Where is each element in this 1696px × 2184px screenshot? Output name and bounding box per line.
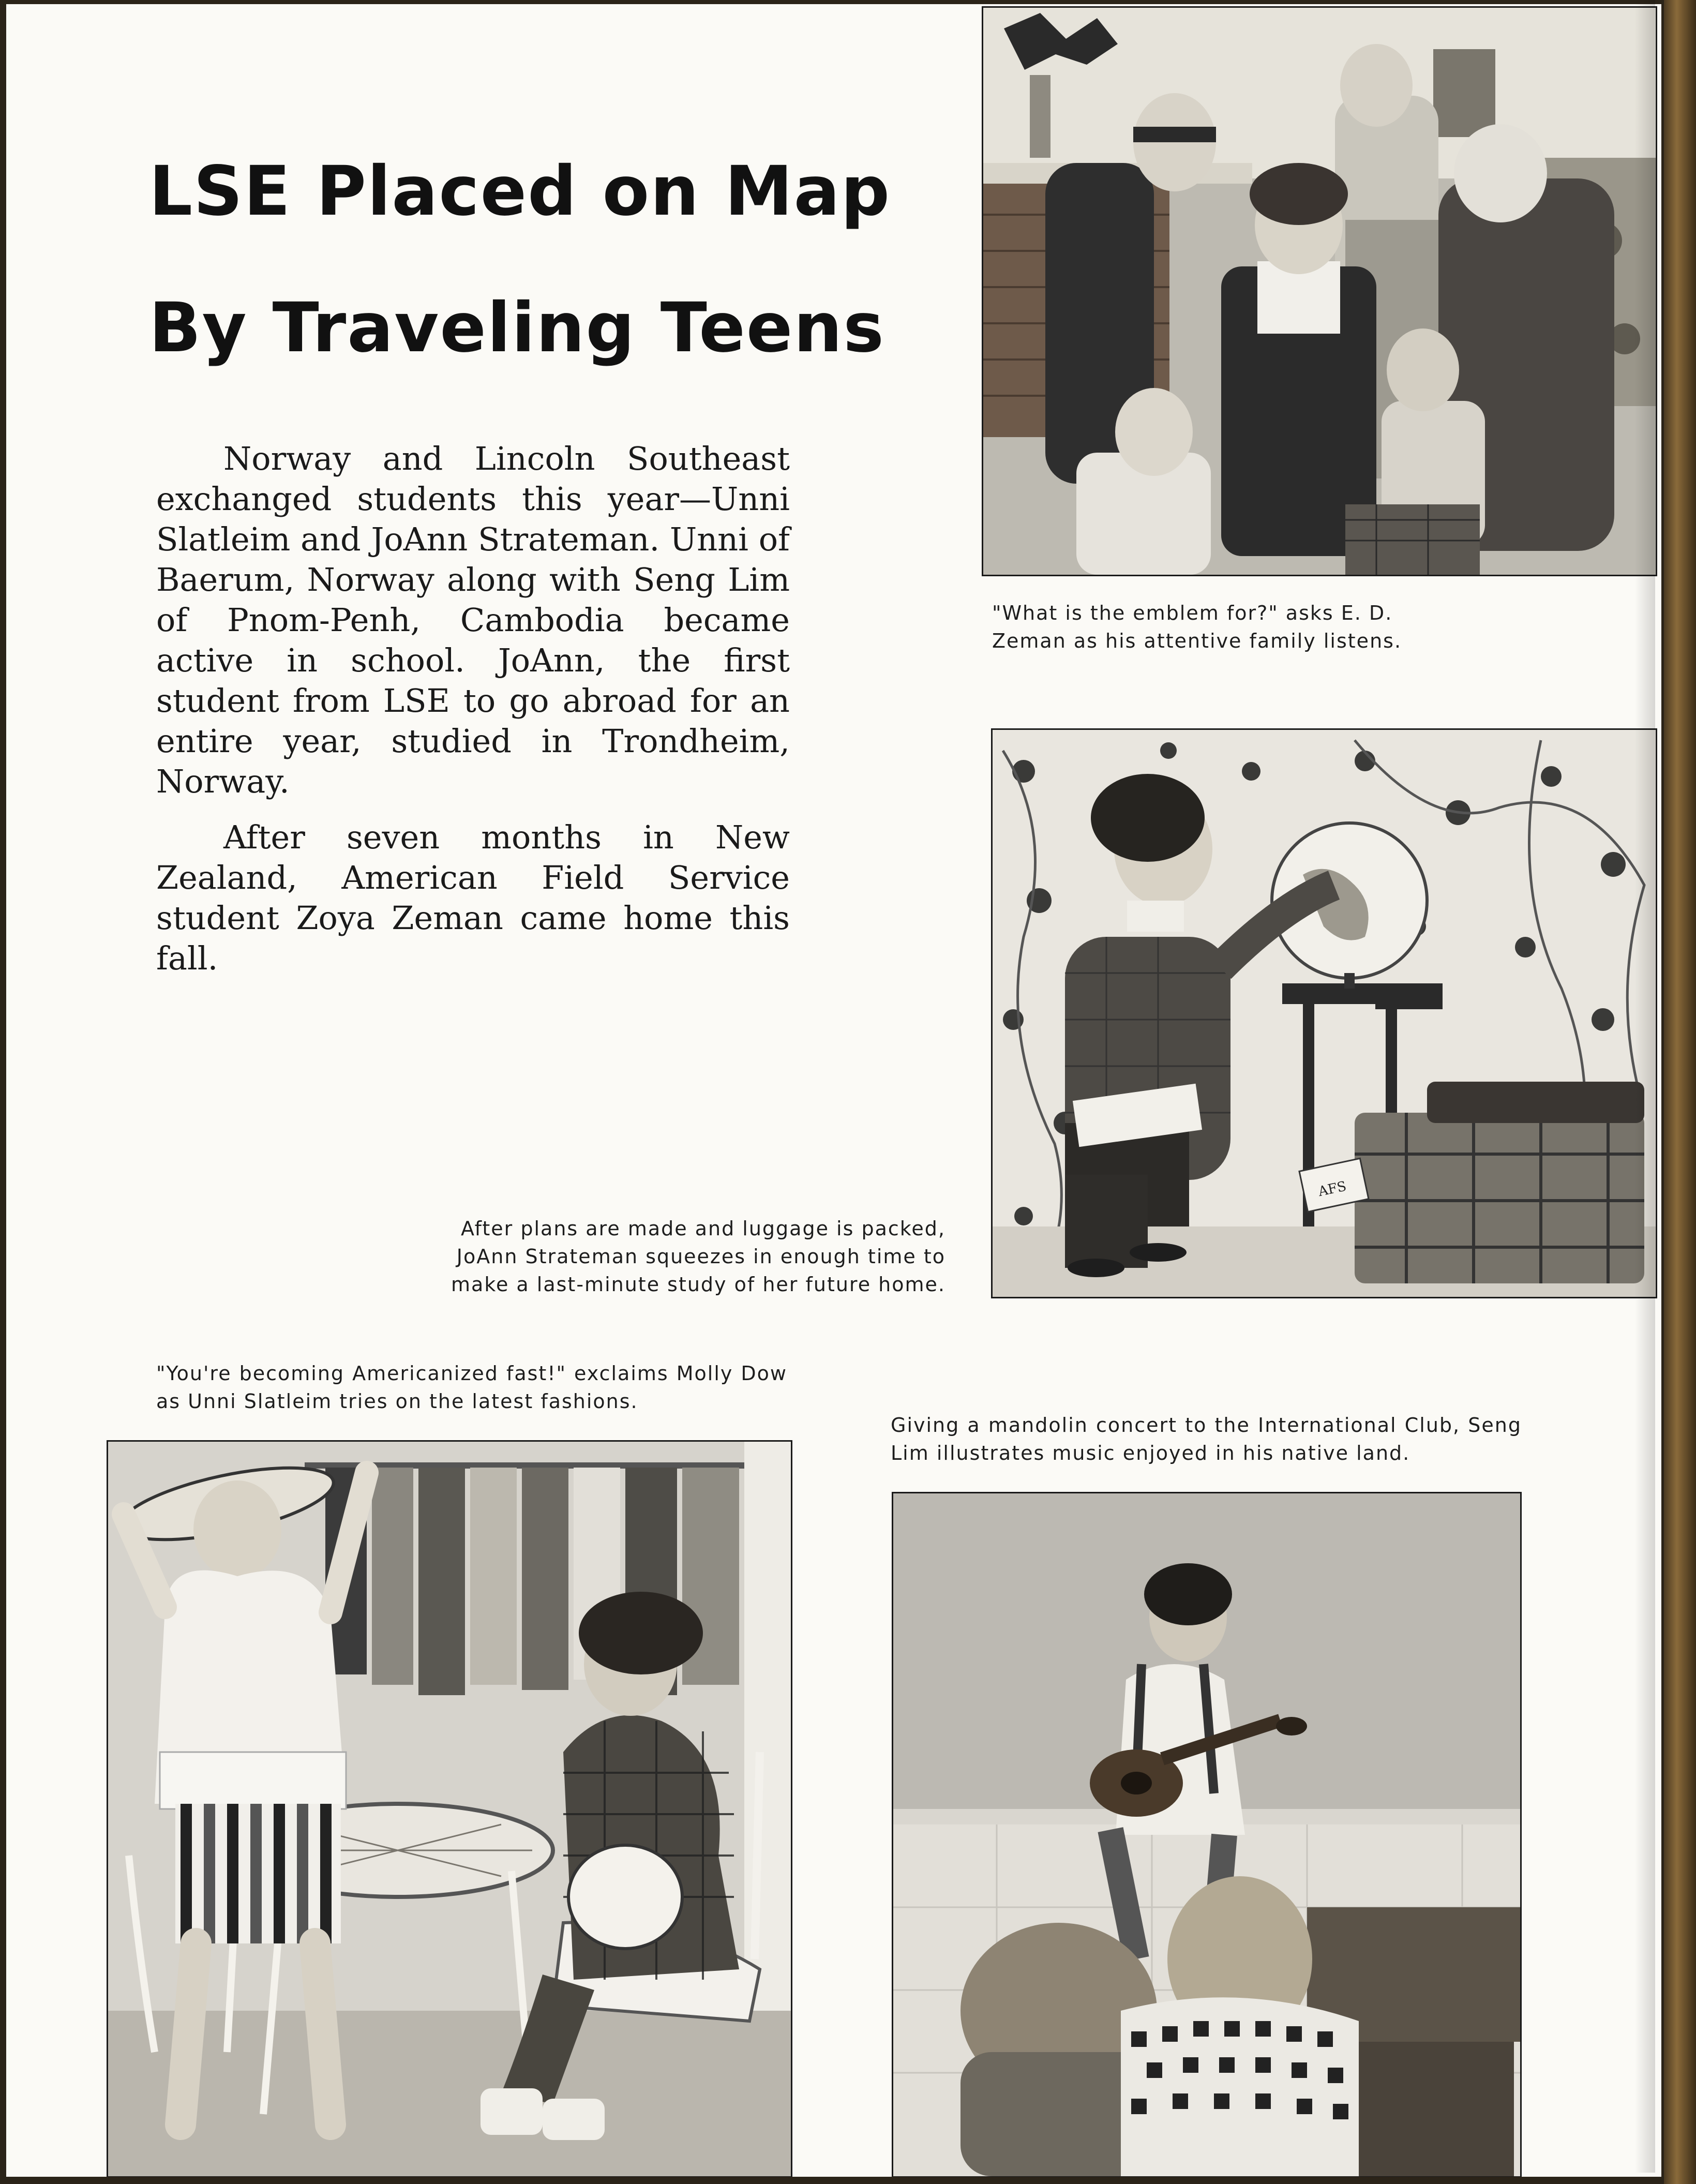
photo-globe: [991, 728, 1657, 1298]
page-gutter: [1634, 0, 1655, 2173]
article-title-line-2: By Traveling Teens: [149, 288, 885, 368]
photo-family-image: [983, 8, 1656, 575]
photo-mandolin: [892, 1492, 1522, 2177]
yearbook-page: [6, 4, 1661, 2177]
book-spine: [1664, 0, 1696, 2184]
caption-fashion: "You're becoming Americanized fast!" exclaims Molly Dow as Unni Slatleim tries on the latest fashions.: [156, 1362, 787, 1413]
photo-fashion-image: [108, 1442, 791, 2176]
photo-fashion: [107, 1440, 792, 2177]
article-paragraph-2: After seven months in New Zealand, American Field Service student Zoya Zeman came home this fall.: [156, 818, 790, 977]
photo-globe-image: [993, 730, 1656, 1297]
photo-family: [982, 6, 1657, 576]
suitcase-tag-label: AFS: [1317, 1178, 1348, 1200]
caption-mandolin: Giving a mandolin concert to the International Club, Seng Lim illustrates music enjoyed in his native land.: [891, 1414, 1522, 1464]
caption-family: "What is the emblem for?" asks E. D. Zeman as his attentive family listens.: [992, 602, 1402, 652]
article-paragraph-1: Norway and Lincoln Southeast exchanged students this year—Unni Slatleim and JoAnn Strateman. Unni of Baerum, Norway along with Seng Lim of Pnom-Penh, Cambodia became active in school. JoAnn, the first student from LSE to go abroad for an entire year, studied in Trondheim, Norway.: [156, 440, 790, 800]
caption-globe: After plans are made and luggage is packed, JoAnn Strateman squeezes in enough time to make a last-minute study of her future home.: [451, 1217, 945, 1296]
photo-mandolin-image: [893, 1493, 1520, 2176]
article-body: [156, 439, 790, 994]
article-title-line-1: LSE Placed on Map: [149, 152, 891, 231]
